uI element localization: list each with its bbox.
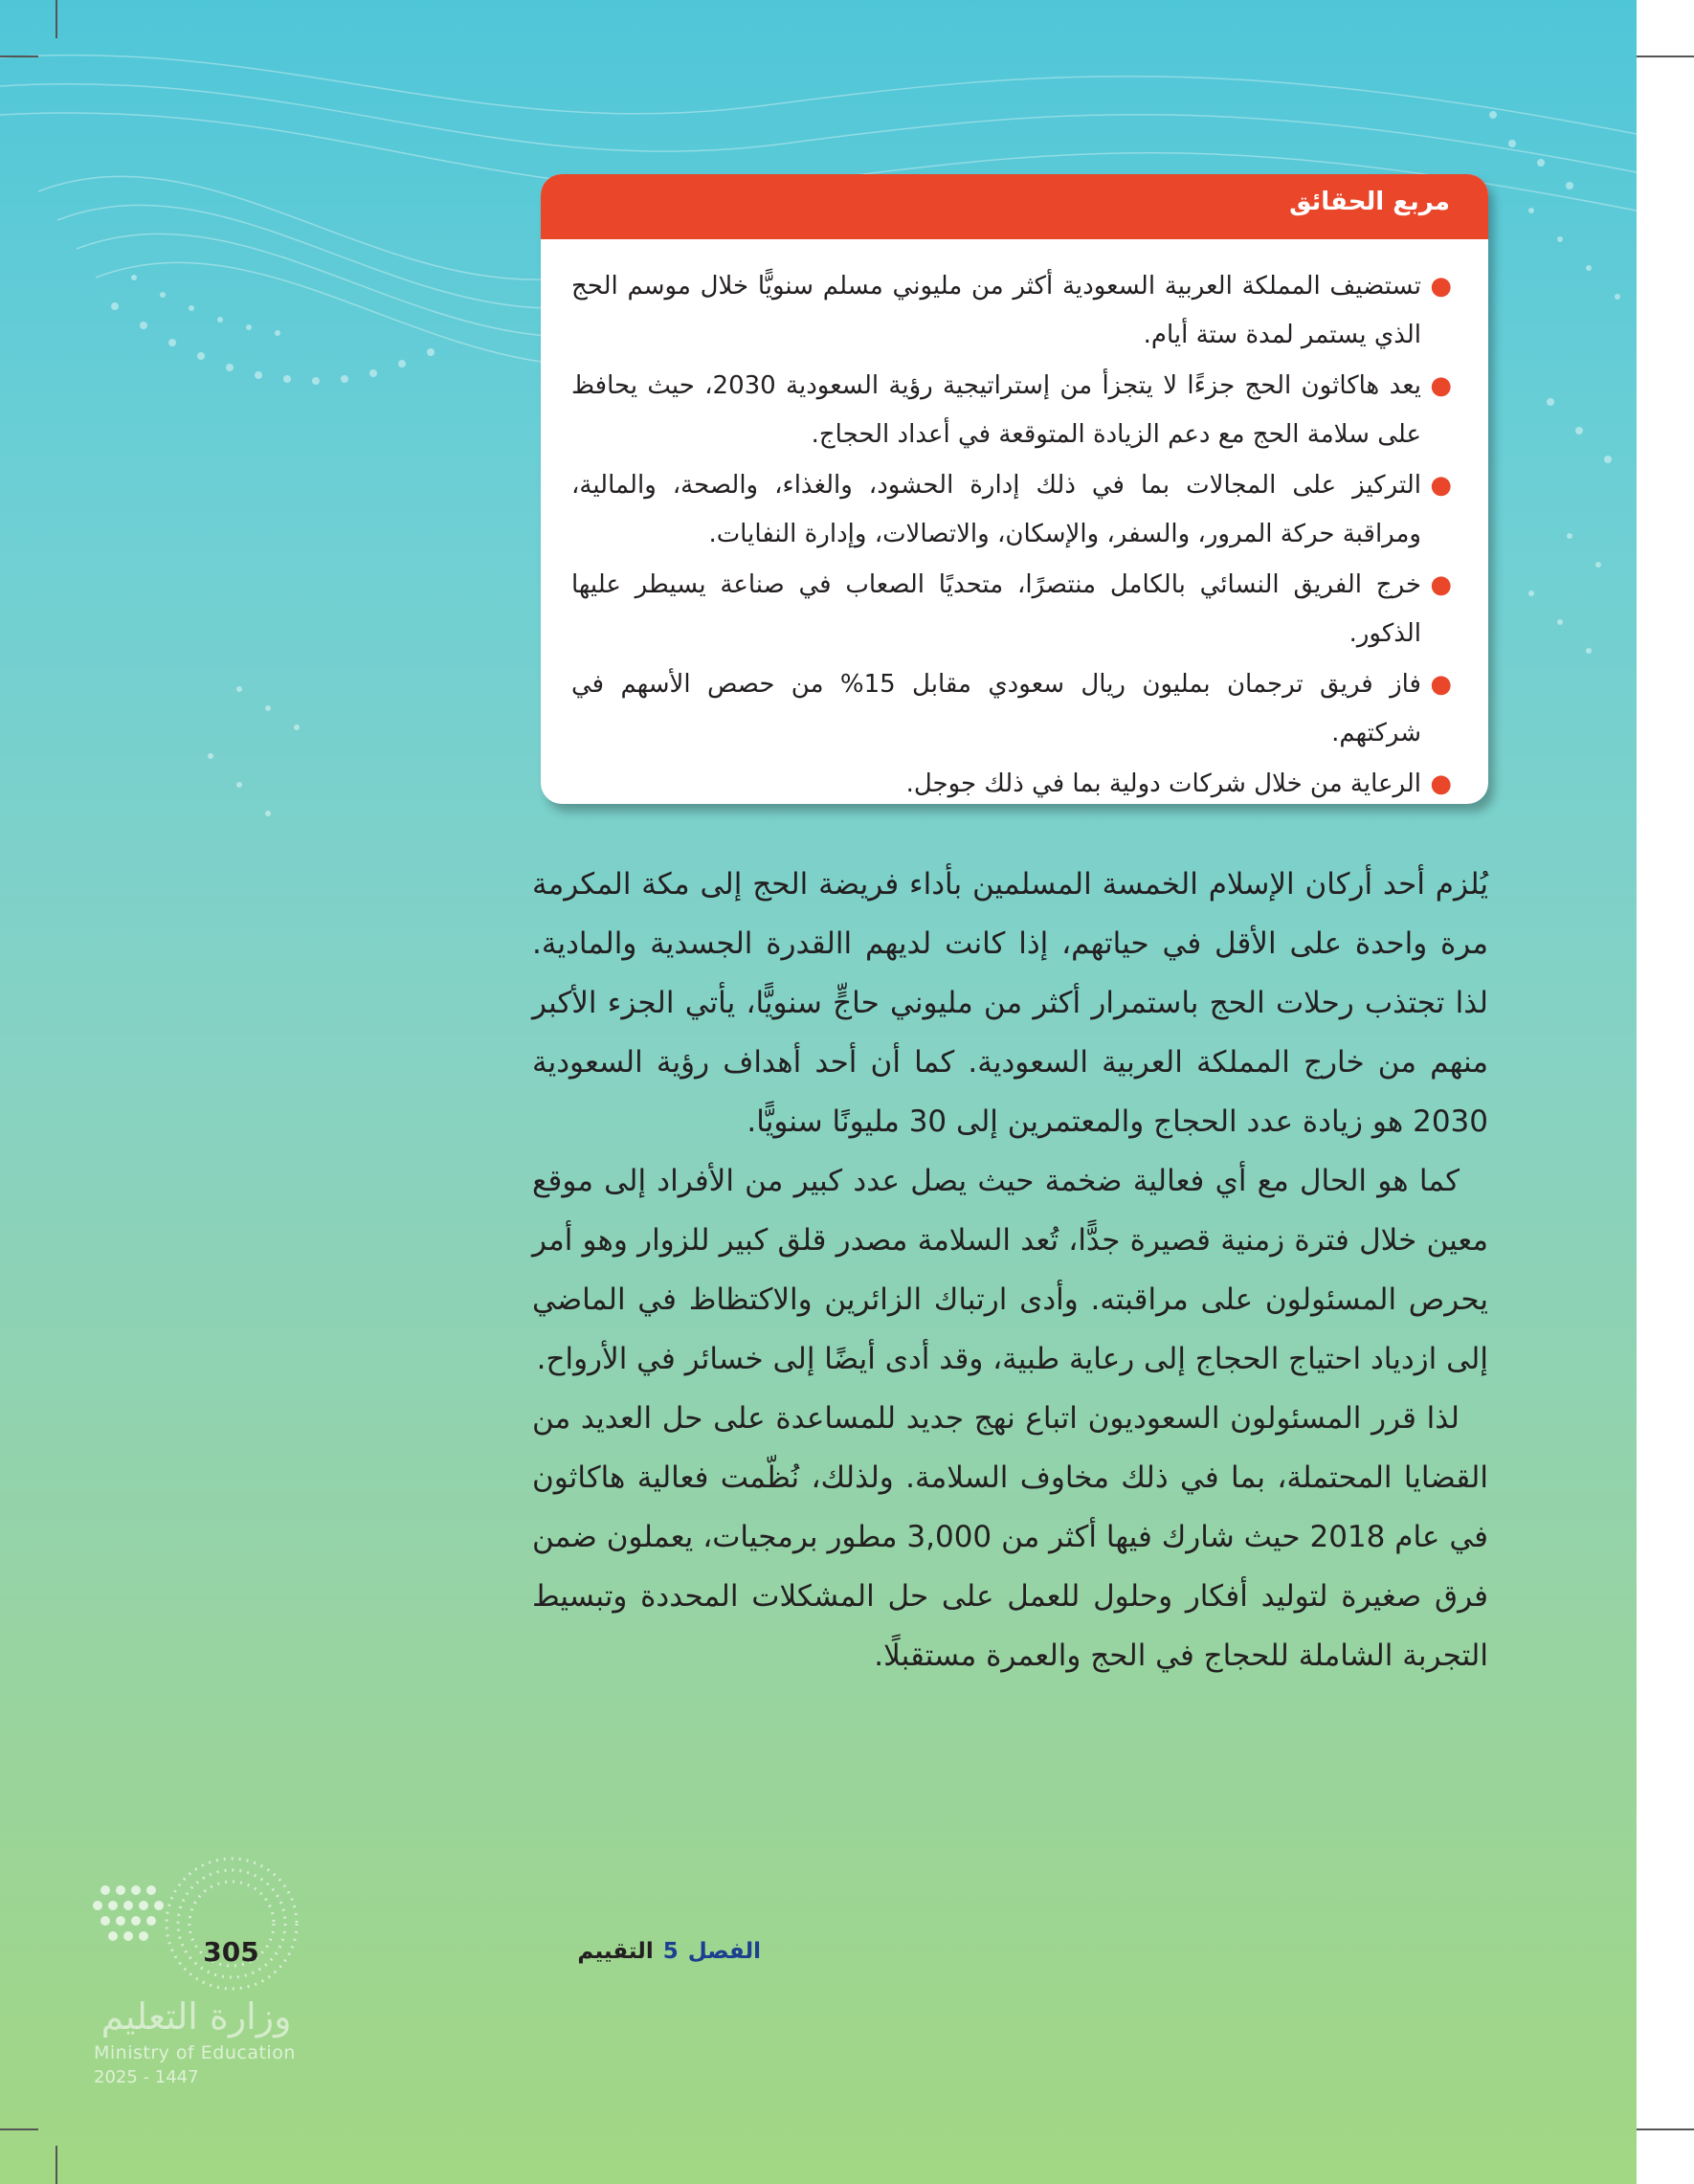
- chapter-label: الفصل: [687, 1939, 761, 1964]
- paragraph: كما هو الحال مع أي فعالية ضخمة حيث يصل عدد كبير من الأفراد إلى موقع معين خلال فترة زمنية قصيرة جدًّا، تُعد السلامة مصدر قلق كبير للزوار وهو أمر يحرص المسئولون على مراقبته. وأدى ارتباك الزائرين والاكتظاظ في الماضي إلى ازدياد احتياج الحجاج إلى رعاية طبية، وقد أدى أيضًا إلى خسائر في الأرواح.: [532, 1164, 1488, 1376]
- fact-item: ● فاز فريق ترجمان بمليون ريال سعودي مقابل 15% من حصص الأسهم في شركتهم.: [571, 660, 1452, 758]
- crop-mark: [0, 56, 38, 57]
- bullet-icon: ●: [1430, 371, 1452, 400]
- fact-item: ● تستضيف المملكة العربية السعودية أكثر من مليوني مسلم سنويًّا خلال موسم الحج الذي يستمر لمدة ستة أيام.: [571, 262, 1452, 360]
- bullet-icon: ●: [1430, 272, 1452, 301]
- ministry-name-ar: وزارة التعليم: [100, 1995, 292, 2038]
- section-label: التقييم: [577, 1939, 654, 1964]
- crop-mark: [1637, 2128, 1694, 2130]
- crop-mark: [0, 2128, 38, 2130]
- fact-item: ● التركيز على المجالات بما في ذلك إدارة الحشود، والغذاء، والصحة، والمالية، ومراقبة حركة المرور، والسفر، والإسكان، والاتصالات، وإدارة النفايات.: [571, 461, 1452, 559]
- fact-box-title: مربع الحقائق: [1289, 188, 1450, 216]
- fact-item: ● الرعاية من خلال شركات دولية بما في ذلك جوجل.: [571, 760, 1452, 804]
- body-text: [532, 855, 1488, 1685]
- crop-mark: [56, 0, 57, 38]
- chapter-number: 5: [662, 1939, 679, 1964]
- crop-mark: [1637, 56, 1694, 57]
- paragraph: يُلزم أحد أركان الإسلام الخمسة المسلمين بأداء فريضة الحج إلى مكة المكرمة مرة واحدة على الأقل في حياتهم، إذا كانت لديهم االقدرة الجسدية والمادية. لذا تجتذب رحلات الحج باستمرار أكثر من مليوني حاجٍّ سنويًّا، يأتي الجزء الأكبر منهم من خارج المملكة العربية السعودية. كما أن أحد أهداف رؤية السعودية 2030 هو زيادة عدد الحجاج والمعتمرين إلى 30 مليونًا سنويًّا.: [532, 867, 1488, 1139]
- page-number: 305: [203, 1936, 259, 1968]
- fact-box: [541, 174, 1488, 804]
- bullet-icon: ●: [1430, 570, 1452, 599]
- bullet-icon: ●: [1430, 471, 1452, 500]
- fact-box-header: [541, 174, 1488, 239]
- ministry-name-en: Ministry of Education: [94, 2042, 296, 2063]
- paragraph: لذا قرر المسئولون السعوديون اتباع نهج جديد للمساعدة على حل العديد من القضايا المحتملة، بما في ذلك مخاوف السلامة. ولذلك، نُظّمت فعالية هاكاثون في عام 2018 حيث شارك فيها أكثر من 3,000 مطور برمجيات، يعملون ضمن فرق صغيرة لتوليد أفكار وحلول للعمل على حل المشكلات المحددة وتبسيط التجربة الشاملة للحجاج في الحج والعمرة مستقبلًا.: [532, 1401, 1488, 1673]
- fact-item: ● خرج الفريق النسائي بالكامل منتصرًا، متحديًا الصعاب في صناعة يسيطر عليها الذكور.: [571, 561, 1452, 658]
- ministry-year: 2025 - 1447: [94, 2067, 199, 2087]
- bullet-icon: ●: [1430, 769, 1452, 798]
- fact-list: [571, 262, 1452, 804]
- crop-mark: [56, 2146, 57, 2184]
- bullet-icon: ●: [1430, 670, 1452, 699]
- chapter-footer: [536, 1939, 761, 1964]
- fact-item: ● يعد هاكاثون الحج جزءًا لا يتجزأ من إستراتيجية رؤية السعودية 2030، حيث يحافظ على سلامة الحج مع دعم الزيادة المتوقعة في أعداد الحجاج.: [571, 362, 1452, 459]
